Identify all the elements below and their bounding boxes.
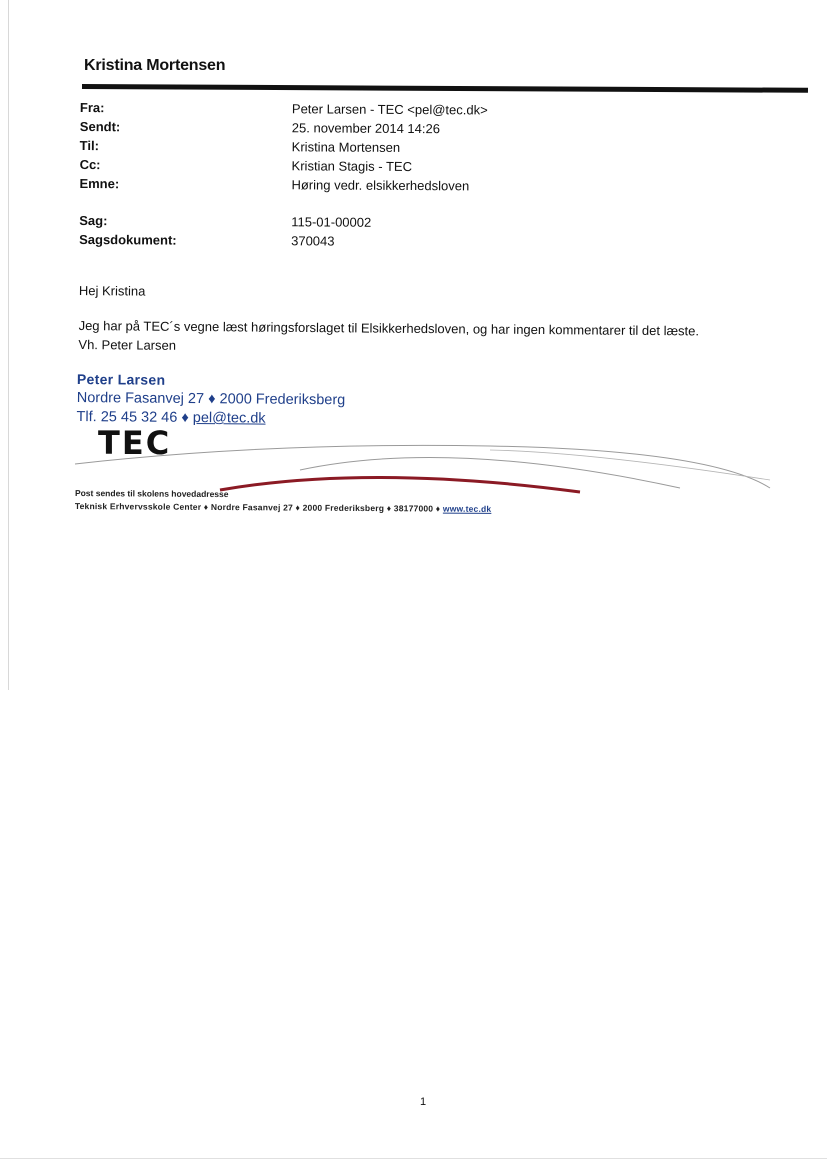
- signature-phone-text: Tlf. 25 45 32 46 ♦: [76, 408, 193, 427]
- footer-address: Teknisk Erhvervsskole Center ♦ Nordre Fasanvej 27 ♦ 2000 Frederiksberg ♦ 38177000 ♦: [74, 500, 443, 514]
- to-value: Kristina Mortensen: [291, 139, 401, 155]
- header-divider: [82, 84, 808, 93]
- case-value: 115-01-00002: [291, 214, 372, 230]
- scan-edge: [8, 0, 9, 690]
- sent-value: 25. november 2014 14:26: [291, 120, 441, 137]
- email-body: [78, 281, 779, 360]
- to-label: Til:: [79, 137, 100, 154]
- signature-address: Nordre Fasanvej 27 ♦ 2000 Frederiksberg: [76, 389, 346, 409]
- subject-label: Emne:: [79, 175, 120, 192]
- cc-label: Cc:: [79, 156, 101, 173]
- sent-label: Sendt:: [79, 118, 121, 135]
- casedoc-value: 370043: [291, 233, 335, 249]
- case-label: Sag:: [79, 212, 108, 229]
- from-label: Fra:: [79, 99, 105, 116]
- casedoc-label: Sagsdokument:: [79, 231, 177, 248]
- email-signature: [77, 370, 777, 433]
- tec-logo: TEC: [98, 424, 172, 462]
- footer-line-2: [75, 501, 492, 514]
- subject-value: Høring vedr. elsikkerhedsloven: [291, 177, 470, 194]
- scan-edge-bottom: [0, 1158, 827, 1159]
- email-metadata: [79, 98, 520, 252]
- closing-line: Vh. Peter Larsen: [78, 336, 177, 353]
- footer-website-link[interactable]: www.tec.dk: [442, 503, 492, 514]
- mailbox-owner-name: Kristina Mortensen: [84, 57, 226, 74]
- greeting: Hej Kristina: [78, 282, 146, 299]
- from-value: Peter Larsen - TEC <pel@tec.dk>: [291, 101, 488, 118]
- body-line: Jeg har på TEC´s vegne læst høringsforslaget til Elsikkerhedsloven, og har ingen kommentarer til det læste.: [78, 317, 700, 339]
- signature-email-link[interactable]: pel@tec.dk: [192, 410, 266, 427]
- page-number: 1: [420, 1096, 427, 1108]
- casedoc-row: [79, 230, 519, 252]
- subject-row: [79, 174, 519, 196]
- letterhead-footer: [75, 488, 492, 514]
- signature-name: Peter Larsen: [76, 370, 166, 388]
- footer-line-1: Post sendes til skolens hovedadresse: [74, 488, 229, 500]
- cc-value: Kristian Stagis - TEC: [291, 158, 413, 175]
